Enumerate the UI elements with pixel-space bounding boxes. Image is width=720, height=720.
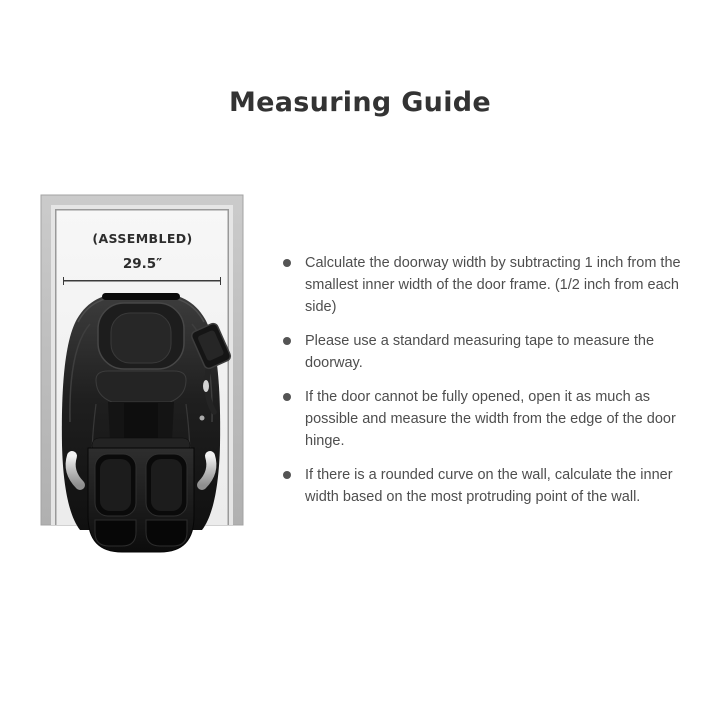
bullet-text: If the door cannot be fully opened, open it as much as possible and measure the width from the edge of the door hinge. <box>305 389 676 449</box>
bullet-dot-icon <box>283 259 291 267</box>
bullet-dot-icon <box>283 471 291 479</box>
instructions-list <box>283 252 703 508</box>
list-item <box>283 330 703 374</box>
doorway-illustration <box>36 190 250 570</box>
list-item <box>283 252 703 318</box>
bullet-text: If there is a rounded curve on the wall, calculate the inner width based on the most protruding point of the wall. <box>305 467 673 505</box>
list-item <box>283 386 703 452</box>
bullet-dot-icon <box>283 393 291 401</box>
bullet-text: Please use a standard measuring tape to measure the doorway. <box>305 333 655 371</box>
list-item <box>283 464 703 508</box>
bullet-dot-icon <box>283 337 291 345</box>
width-measure-line <box>63 277 221 285</box>
massage-chair <box>62 293 232 552</box>
page-title: Measuring Guide <box>229 87 491 119</box>
door-width-label: 29.5″ <box>122 256 163 272</box>
leg-rest <box>88 448 194 552</box>
bullet-text: Calculate the doorway width by subtracting 1 inch from the smallest inner width of the door frame. (1/2 inch from each side) <box>305 255 681 315</box>
doorway-chair-graphic <box>36 190 250 570</box>
assembled-label: (ASSEMBLED) <box>92 231 193 246</box>
